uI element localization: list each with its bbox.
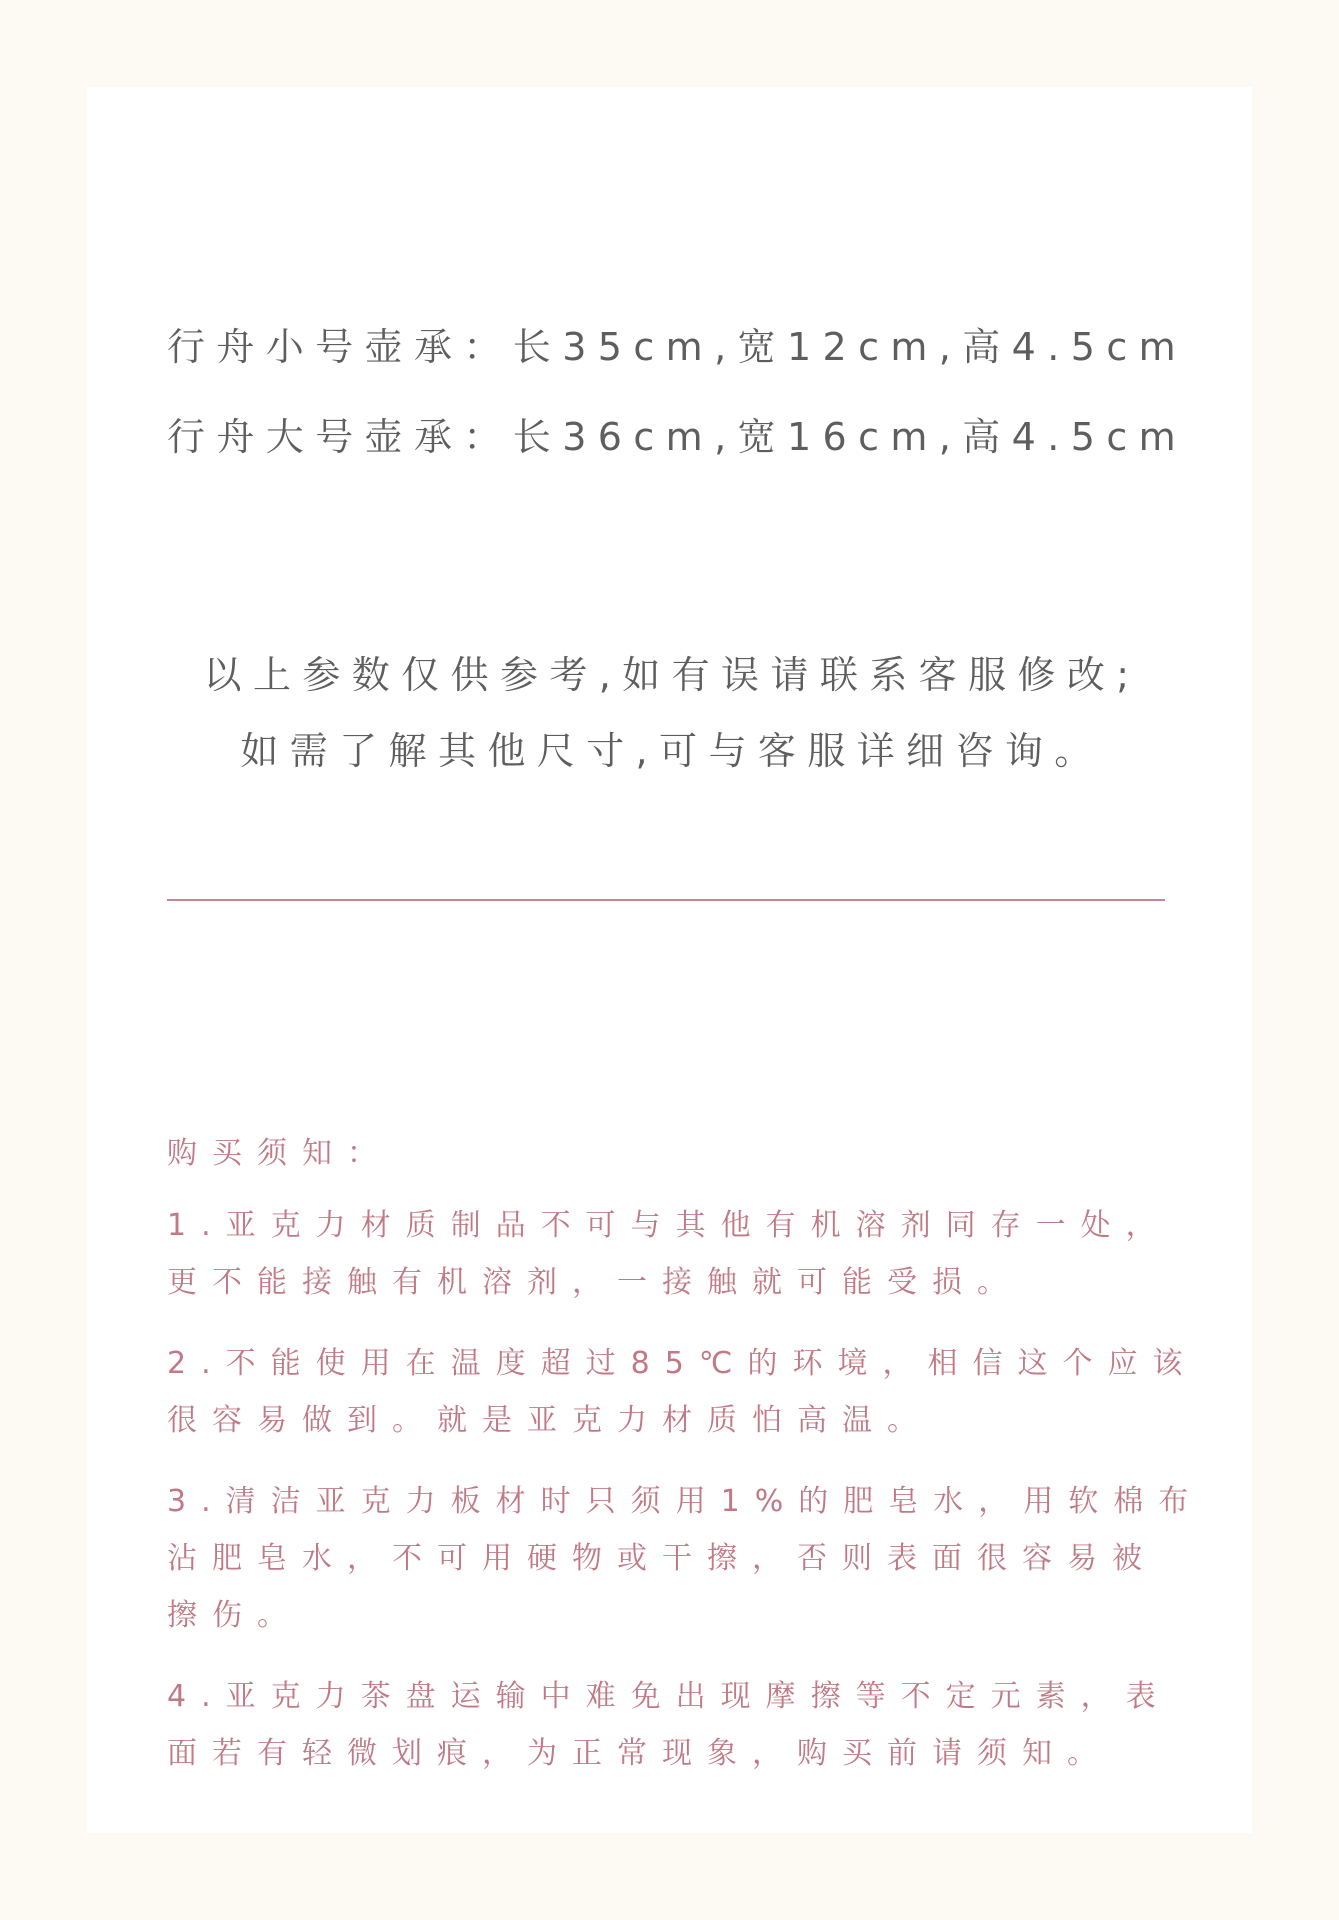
note-line-2: 如需了解其他尺寸,可与客服详细咨询。	[240, 729, 1104, 773]
notice-title: 购买须知：	[167, 1136, 392, 1171]
notice-item-line: 1.亚克力材质制品不可与其他有机溶剂同存一处，	[167, 1208, 1171, 1243]
notice-item-line: 很容易做到。就是亚克力材质怕高温。	[167, 1403, 932, 1438]
notice-item-line: 更不能接触有机溶剂，一接触就可能受损。	[167, 1265, 1022, 1300]
size-specs	[167, 302, 1188, 482]
content-card	[87, 87, 1252, 1833]
notice-item-line: 4.亚克力茶盘运输中难免出现摩擦等不定元素，表	[167, 1679, 1171, 1714]
notice-item-line: 3.清洁亚克力板材时只须用1%的肥皂水，用软棉布	[167, 1484, 1204, 1519]
notice-item-line: 2.不能使用在温度超过85℃的环境，相信这个应该	[167, 1346, 1198, 1381]
note-line-1: 以上参数仅供参考,如有误请联系客服修改;	[203, 653, 1141, 697]
spec-small-tray: 行舟小号壶承：长35cm,宽12cm,高4.5cm	[167, 325, 1188, 369]
notice-item-line: 面若有轻微划痕，为正常现象，购买前请须知。	[167, 1736, 1112, 1771]
notice-item-4	[167, 1668, 1171, 1782]
notice-item-2	[167, 1335, 1198, 1449]
notice-item-line: 沾肥皂水，不可用硬物或干擦，否则表面很容易被	[167, 1541, 1157, 1576]
notice-item-1	[167, 1197, 1171, 1311]
notice-item-3	[167, 1473, 1204, 1644]
purchase-notice	[167, 1129, 1204, 1806]
reference-note	[167, 637, 1177, 789]
divider	[167, 899, 1165, 901]
spec-large-tray: 行舟大号壶承：长36cm,宽16cm,高4.5cm	[167, 415, 1188, 459]
notice-item-line: 擦伤。	[167, 1598, 302, 1633]
